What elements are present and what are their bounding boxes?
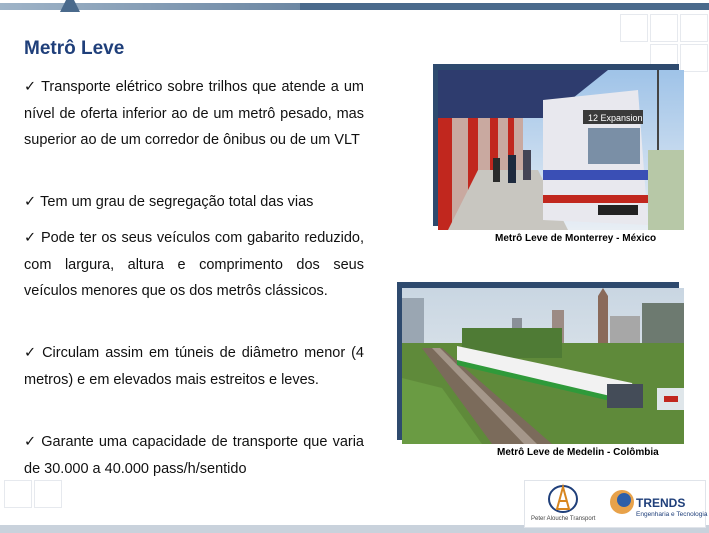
check-icon: ✓: [24, 79, 38, 95]
trends-logo-icon: [609, 487, 635, 517]
medellin-train-photo: [397, 282, 685, 444]
background-square: [650, 14, 678, 42]
bullet-item: ✓ Pode ter os seus veículos com gabarito reduzido, com largura, altura e comprimento dos seus veículos menores que os dos metrôs clássicos.: [24, 230, 364, 299]
trends-logo-subtitle: Engenharia e Tecnologia: [636, 511, 708, 518]
check-icon: ✓: [24, 345, 39, 361]
background-square: [620, 14, 648, 42]
monterrey-train-image: [438, 70, 684, 230]
trends-logo-text: TRENDS: [636, 496, 686, 510]
train-sign-text: 12 Expansion: [588, 113, 643, 123]
check-icon: ✓: [24, 194, 37, 210]
medellin-caption: Metrô Leve de Medelin - Colômbia: [497, 447, 659, 458]
monterrey-caption: Metrô Leve de Monterrey - México: [495, 233, 657, 244]
bullet-item: ✓ Transporte elétrico sobre trilhos que atende a um nível de oferta inferior ao de um metrô pesado, mas superior ao de um corredor de ônibus ou de um VLT: [24, 79, 364, 148]
background-square: [680, 14, 708, 42]
background-square: [4, 480, 32, 508]
slide-title: Metrô Leve: [24, 38, 125, 59]
background-square: [680, 44, 708, 72]
background-square: [34, 480, 62, 508]
bullet-item: ✓ Garante uma capacidade de transporte que varia de 30.000 a 40.000 pass/h/sentido: [24, 434, 364, 477]
monterrey-train-photo: [433, 64, 683, 230]
peter-alouche-label: Peter Alouche Transport: [531, 516, 596, 522]
medellin-train-image: [402, 288, 684, 444]
top-decorative-bar: [0, 0, 709, 12]
bullet-item: ✓ Circulam assim em túneis de diâmetro menor (4 metros) e em elevados mais estreitos e leves.: [24, 345, 364, 388]
check-icon: ✓: [24, 230, 37, 246]
peter-alouche-logo-icon: [543, 483, 583, 519]
check-icon: ✓: [24, 434, 38, 450]
bullet-item: ✓ Tem um grau de segregação total das vias: [24, 194, 314, 210]
